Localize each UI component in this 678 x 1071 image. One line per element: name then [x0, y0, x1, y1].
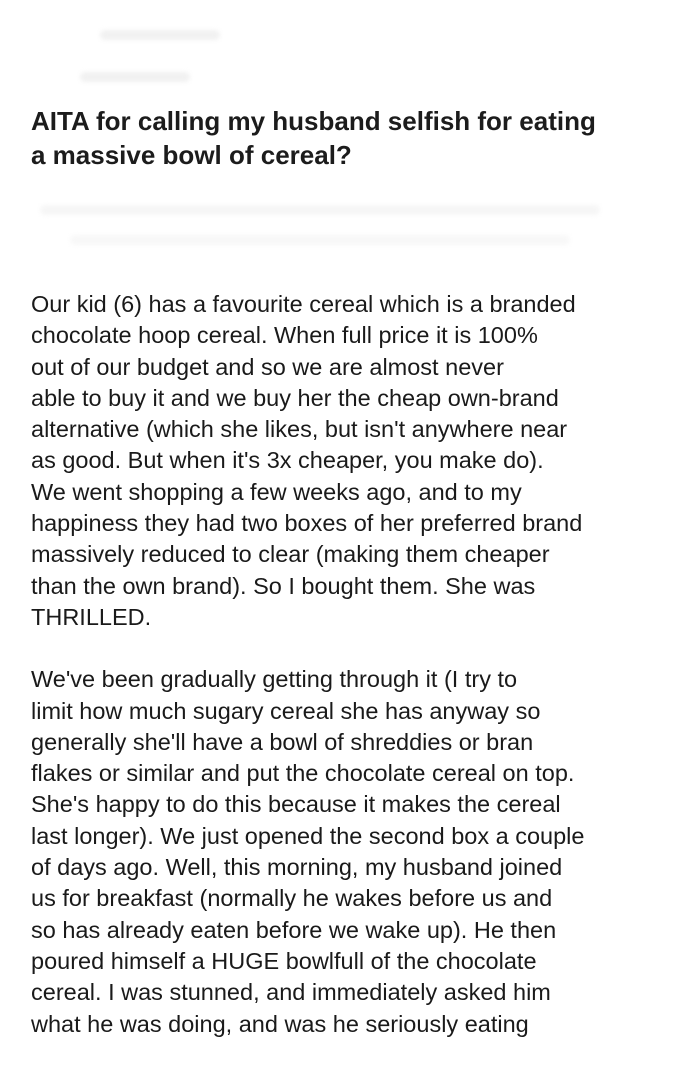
post-body-line: as good. But when it's 3x cheaper, you make do).	[31, 447, 544, 474]
post-body-line: alternative (which she likes, but isn't anywhere near	[31, 416, 568, 443]
post-body-line: so has already eaten before we wake up). He then	[31, 916, 557, 943]
post-body-line: out of our budget and so we are almost never	[31, 353, 504, 380]
faded-header-line	[70, 235, 570, 245]
post-title	[31, 104, 661, 172]
faded-header-line	[100, 30, 220, 40]
post-body-line: THRILLED.	[31, 603, 152, 630]
post-body-line: Our kid (6) has a favourite cereal which is a branded	[31, 291, 576, 317]
post-body-line: us for breakfast (normally he wakes before us and	[31, 885, 553, 912]
post-body-line: poured himself a HUGE bowlfull of the chocolate	[31, 947, 537, 974]
post-body	[31, 289, 671, 1071]
post-body-line: flakes or similar and put the chocolate cereal on top.	[31, 760, 575, 787]
post-paragraph	[31, 289, 671, 633]
post-body-line: chocolate hoop cereal. When full price it is 100%	[31, 322, 538, 349]
post-body-line: limit how much sugary cereal she has anyway so	[31, 697, 541, 724]
post-body-line: cereal. I was stunned, and immediately asked him	[31, 979, 551, 1006]
post-title-line: AITA for calling my husband selfish for eating	[31, 106, 596, 136]
faded-header-line	[40, 205, 600, 215]
post-body-line: massively reduced to clear (making them cheaper	[31, 541, 550, 568]
post-body-line: last longer). We just opened the second box a couple	[31, 822, 585, 849]
post-body-line: We've been gradually getting through it (I try to	[31, 666, 518, 693]
post-body-line: generally she'll have a bowl of shreddies or bran	[31, 728, 534, 755]
post-body-line: She's happy to do this because it makes the cereal	[31, 791, 561, 818]
post-body-line: We went shopping a few weeks ago, and to my	[31, 478, 522, 505]
post-body-line: what he was doing, and was he seriously eating	[31, 1010, 529, 1037]
post-body-line: happiness they had two boxes of her preferred brand	[31, 510, 583, 537]
post-body-line: able to buy it and we buy her the cheap own-brand	[31, 384, 559, 411]
post-title-line: a massive bowl of cereal?	[31, 140, 352, 170]
post-body-line: than the own brand). So I bought them. She was	[31, 572, 536, 599]
faded-header-line	[80, 72, 190, 82]
post-body-line: of days ago. Well, this morning, my husband joined	[31, 854, 563, 881]
post-paragraph	[31, 664, 671, 1040]
